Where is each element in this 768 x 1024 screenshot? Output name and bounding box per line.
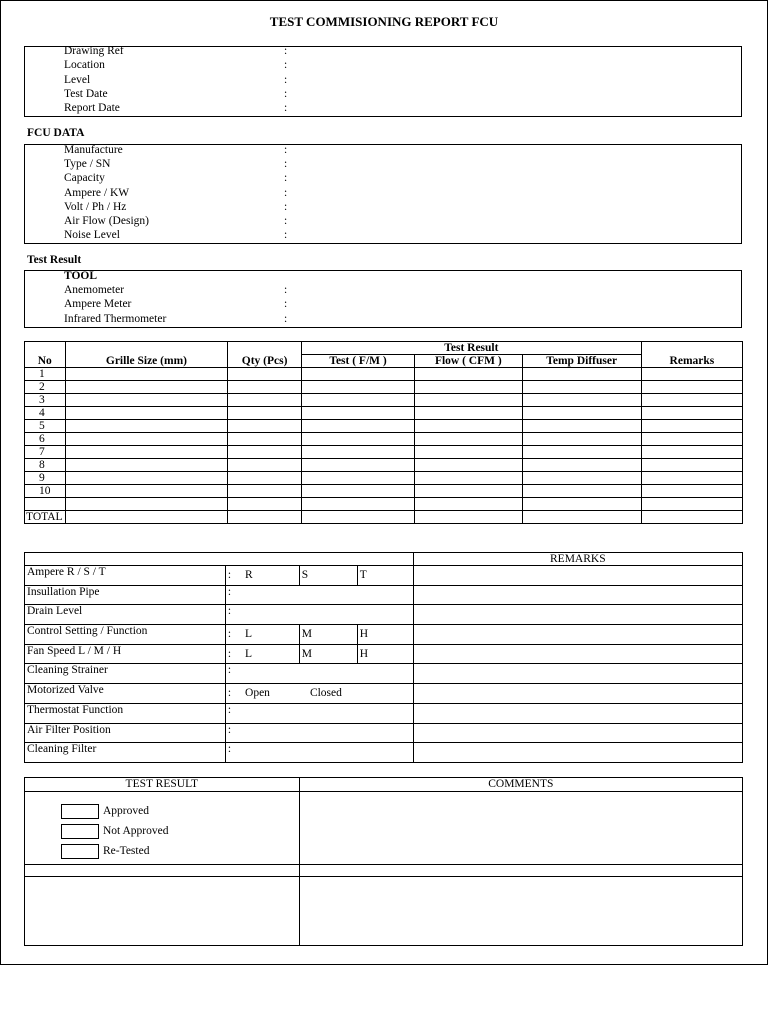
table-cell[interactable]: [228, 459, 302, 472]
field-colon: :: [284, 186, 288, 199]
option-label: M: [301, 648, 312, 661]
col-test: Test ( F/M ): [301, 355, 414, 368]
table-cell[interactable]: [415, 381, 522, 394]
check-row: [25, 566, 743, 586]
table-cell[interactable]: [228, 433, 302, 446]
field-row: [64, 283, 288, 297]
field-row: [64, 44, 288, 58]
table-row: [25, 394, 743, 407]
table-cell[interactable]: [641, 368, 742, 381]
check-row: [25, 684, 743, 704]
field-colon: :: [227, 687, 232, 700]
grille-header-blank: [641, 342, 742, 355]
table-cell[interactable]: [65, 433, 228, 446]
table-cell[interactable]: [301, 472, 414, 485]
table-cell[interactable]: [65, 498, 228, 511]
value-cell[interactable]: [225, 743, 413, 763]
col-no: No: [25, 355, 66, 368]
table-cell[interactable]: [228, 485, 302, 498]
table-cell[interactable]: [522, 368, 641, 381]
field-colon: :: [284, 102, 288, 115]
col-flow: Flow ( CFM ): [415, 355, 522, 368]
table-row: [25, 498, 743, 511]
table-cell[interactable]: [301, 368, 414, 381]
fcu-data-heading: FCU DATA: [27, 127, 85, 139]
table-cell[interactable]: [301, 446, 414, 459]
table-cell[interactable]: [65, 381, 228, 394]
remarks-cell[interactable]: [413, 703, 742, 723]
row-number: 5: [25, 420, 66, 433]
row-number: 4: [25, 407, 66, 420]
signature-cell-right: [299, 877, 742, 946]
table-cell[interactable]: [301, 459, 414, 472]
field-label: Capacity: [64, 172, 105, 185]
table-cell[interactable]: [415, 433, 522, 446]
table-cell[interactable]: [415, 511, 522, 524]
table-cell[interactable]: [65, 446, 228, 459]
report-title: TEST COMMISIONING REPORT FCU: [269, 14, 499, 29]
table-row: [25, 446, 743, 459]
option-label: T: [359, 569, 367, 582]
col-qty: Qty (Pcs): [228, 355, 302, 368]
field-colon: :: [284, 284, 288, 296]
table-cell[interactable]: [415, 446, 522, 459]
tool-heading: [64, 269, 97, 283]
table-cell[interactable]: [641, 485, 742, 498]
field-colon: :: [227, 743, 232, 756]
value-cell[interactable]: [225, 703, 413, 723]
table-row: [25, 472, 743, 485]
option-cell[interactable]: [225, 644, 299, 664]
value-cell[interactable]: [225, 723, 413, 743]
row-number: 8: [25, 459, 66, 472]
table-cell[interactable]: [415, 485, 522, 498]
table-cell[interactable]: [415, 407, 522, 420]
field-row: [64, 157, 288, 171]
field-label: Anemometer: [64, 284, 125, 296]
option-cell[interactable]: [357, 625, 413, 645]
field-row: [64, 101, 288, 115]
table-cell[interactable]: [301, 407, 414, 420]
table-cell[interactable]: [522, 446, 641, 459]
field-colon: :: [227, 664, 232, 677]
table-cell[interactable]: [522, 472, 641, 485]
field-colon: :: [227, 605, 232, 618]
table-cell[interactable]: [301, 485, 414, 498]
table-cell[interactable]: [65, 394, 228, 407]
check-label: Ampere R / S / T: [25, 566, 226, 586]
table-cell[interactable]: [65, 407, 228, 420]
row-number: 7: [25, 446, 66, 459]
table-cell[interactable]: [228, 472, 302, 485]
field-row: [64, 214, 288, 228]
check-row: [25, 625, 743, 645]
option-cell[interactable]: [299, 625, 357, 645]
option-label: Closed: [309, 687, 342, 700]
row-number: 10: [25, 485, 66, 498]
field-row: [64, 312, 288, 326]
table-cell[interactable]: [65, 368, 228, 381]
table-row: [25, 485, 743, 498]
checkbox[interactable]: [61, 844, 99, 859]
comments-cell[interactable]: [299, 792, 742, 865]
result-blank-cell: [25, 865, 300, 877]
field-label: Test Date: [64, 87, 108, 100]
field-colon: :: [284, 87, 288, 100]
table-cell[interactable]: [228, 420, 302, 433]
table-cell[interactable]: [228, 511, 302, 524]
table-cell[interactable]: [522, 498, 641, 511]
grille-header-blank: [25, 342, 66, 355]
checkbox[interactable]: [61, 824, 99, 839]
field-label: Level: [64, 73, 91, 86]
field-colon: :: [284, 298, 288, 311]
result-option[interactable]: [61, 803, 149, 819]
remarks-cell[interactable]: [413, 625, 742, 645]
option-label: L: [245, 648, 253, 661]
table-cell[interactable]: [301, 433, 414, 446]
test-result-heading: Test Result: [27, 254, 82, 266]
result-option-label: Not Approved: [103, 825, 169, 837]
table-cell[interactable]: [65, 472, 228, 485]
field-label: Type / SN: [64, 158, 111, 171]
table-cell[interactable]: [301, 394, 414, 407]
table-row: [25, 433, 743, 446]
total-label: TOTAL: [25, 511, 66, 524]
grille-header-blank: [228, 342, 302, 355]
table-cell[interactable]: [65, 420, 228, 433]
table-cell[interactable]: [228, 407, 302, 420]
field-colon: :: [284, 312, 288, 325]
signature-cell-left: [25, 877, 300, 946]
checks-header-blank: [25, 553, 414, 566]
remarks-cell[interactable]: [413, 644, 742, 664]
col-temp-diffuser: Temp Diffuser: [522, 355, 641, 368]
tool-box: [24, 270, 742, 328]
table-cell[interactable]: [65, 459, 228, 472]
option-cell[interactable]: [357, 566, 413, 586]
test-result-header: TEST RESULT: [25, 778, 300, 792]
check-label: Cleaning Strainer: [25, 664, 226, 684]
check-label: Motorized Valve: [25, 684, 226, 704]
field-label: Manufacture: [64, 144, 123, 156]
field-colon: :: [227, 723, 232, 736]
option-label: Open: [245, 687, 270, 700]
table-cell[interactable]: [641, 394, 742, 407]
table-cell[interactable]: [641, 511, 742, 524]
table-cell[interactable]: [641, 498, 742, 511]
checkbox[interactable]: [61, 804, 99, 819]
grille-header-blank: [65, 342, 228, 355]
field-row: [64, 228, 288, 242]
field-colon: :: [284, 73, 288, 86]
table-cell[interactable]: [522, 407, 641, 420]
field-colon: :: [227, 648, 232, 661]
checks-table: [24, 552, 743, 763]
table-cell[interactable]: [65, 485, 228, 498]
check-label: Cleaning Filter: [25, 743, 226, 763]
check-row: [25, 644, 743, 664]
test-result-group-header: Test Result: [301, 342, 641, 355]
table-cell[interactable]: [641, 407, 742, 420]
remarks-cell[interactable]: [413, 743, 742, 763]
field-label: Infrared Thermometer: [64, 312, 167, 325]
table-cell[interactable]: [301, 420, 414, 433]
option-cell[interactable]: [225, 625, 299, 645]
table-cell[interactable]: [522, 459, 641, 472]
field-row: [64, 171, 288, 185]
header-fields-box: [24, 46, 742, 117]
field-colon: :: [227, 585, 232, 598]
value-cell[interactable]: [225, 605, 413, 625]
table-cell[interactable]: [228, 446, 302, 459]
check-row: [25, 585, 743, 605]
field-label: Air Flow (Design): [64, 215, 149, 227]
option-cell[interactable]: [225, 566, 299, 586]
remarks-cell[interactable]: [413, 585, 742, 605]
result-option-label: Re-Tested: [103, 845, 150, 857]
table-cell[interactable]: [415, 498, 522, 511]
field-row: [64, 73, 288, 87]
field-row: [64, 297, 288, 311]
value-cell[interactable]: [225, 684, 413, 704]
field-row: [64, 143, 288, 157]
field-colon: :: [284, 45, 288, 57]
row-number: 6: [25, 433, 66, 446]
table-cell[interactable]: [522, 511, 641, 524]
table-cell[interactable]: [301, 511, 414, 524]
field-label: Ampere Meter: [64, 298, 132, 311]
field-label: Report Date: [64, 102, 120, 115]
row-number: [25, 498, 66, 511]
table-cell[interactable]: [415, 420, 522, 433]
table-cell[interactable]: [301, 498, 414, 511]
table-row: [25, 459, 743, 472]
table-row: [25, 420, 743, 433]
check-row: [25, 723, 743, 743]
check-row: [25, 703, 743, 723]
table-cell[interactable]: [228, 368, 302, 381]
table-cell[interactable]: [415, 459, 522, 472]
remarks-cell[interactable]: [413, 723, 742, 743]
check-label: Fan Speed L / M / H: [25, 644, 226, 664]
option-label: L: [245, 628, 253, 641]
comments-blank-cell: [299, 865, 742, 877]
remarks-cell[interactable]: [413, 605, 742, 625]
option-label: R: [245, 569, 253, 582]
field-colon: :: [227, 569, 232, 582]
field-colon: :: [284, 59, 288, 72]
option-label: M: [301, 628, 312, 641]
field-colon: :: [227, 703, 232, 716]
check-label: Thermostat Function: [25, 703, 226, 723]
table-cell[interactable]: [641, 433, 742, 446]
table-row: [25, 368, 743, 381]
result-option[interactable]: [61, 823, 168, 839]
result-option[interactable]: [61, 843, 149, 859]
table-cell[interactable]: [415, 368, 522, 381]
value-cell[interactable]: [225, 664, 413, 684]
check-label: Insullation Pipe: [25, 585, 226, 605]
row-number: 1: [25, 368, 66, 381]
table-row: [25, 407, 743, 420]
table-cell[interactable]: [65, 511, 228, 524]
option-cell[interactable]: [299, 566, 357, 586]
table-cell[interactable]: [415, 394, 522, 407]
check-label: Control Setting / Function: [25, 625, 226, 645]
check-row: [25, 664, 743, 684]
table-cell[interactable]: [522, 485, 641, 498]
field-label: Location: [64, 59, 105, 72]
remarks-cell[interactable]: [413, 664, 742, 684]
table-cell[interactable]: [641, 459, 742, 472]
field-label: Drawing Ref: [64, 45, 124, 57]
table-row: [25, 511, 743, 524]
field-row: [64, 186, 288, 200]
check-row: [25, 605, 743, 625]
table-cell[interactable]: [522, 394, 641, 407]
field-colon: :: [284, 229, 288, 242]
result-option-label: Approved: [103, 805, 149, 817]
table-cell[interactable]: [228, 381, 302, 394]
table-cell[interactable]: [641, 381, 742, 394]
grille-table: [24, 341, 743, 524]
table-cell[interactable]: [301, 381, 414, 394]
col-grille-size: Grille Size (mm): [65, 355, 228, 368]
table-cell[interactable]: [522, 433, 641, 446]
field-colon: :: [284, 215, 288, 227]
table-cell[interactable]: [415, 472, 522, 485]
remarks-header: REMARKS: [413, 553, 742, 566]
field-label: Ampere / KW: [64, 186, 130, 199]
field-colon: :: [284, 172, 288, 185]
field-row: [64, 87, 288, 101]
option-cell[interactable]: [357, 644, 413, 664]
table-cell[interactable]: [522, 381, 641, 394]
field-colon: :: [284, 158, 288, 171]
row-number: 9: [25, 472, 66, 485]
table-cell[interactable]: [228, 498, 302, 511]
check-label: Air Filter Position: [25, 723, 226, 743]
option-label: S: [301, 569, 309, 582]
check-row: [25, 743, 743, 763]
comments-header: COMMENTS: [299, 778, 742, 792]
value-cell[interactable]: [225, 585, 413, 605]
field-colon: :: [284, 144, 288, 156]
col-remarks: Remarks: [641, 355, 742, 368]
field-label: Volt / Ph / Hz: [64, 200, 127, 213]
field-row: [64, 200, 288, 214]
remarks-cell[interactable]: [413, 684, 742, 704]
table-row: [25, 381, 743, 394]
field-colon: :: [284, 200, 288, 213]
table-cell[interactable]: [641, 472, 742, 485]
field-label: Noise Level: [64, 229, 120, 242]
table-cell[interactable]: [522, 420, 641, 433]
fcu-data-box: [24, 144, 742, 244]
check-label: Drain Level: [25, 605, 226, 625]
remarks-cell[interactable]: [413, 566, 742, 586]
field-row: [64, 58, 288, 72]
table-cell[interactable]: [228, 394, 302, 407]
field-colon: :: [227, 628, 232, 641]
option-label: H: [359, 648, 368, 661]
table-cell[interactable]: [641, 420, 742, 433]
row-number: 2: [25, 381, 66, 394]
option-label: H: [359, 628, 368, 641]
row-number: 3: [25, 394, 66, 407]
option-cell[interactable]: [299, 644, 357, 664]
table-cell[interactable]: [641, 446, 742, 459]
field-label: TOOL: [64, 270, 98, 282]
